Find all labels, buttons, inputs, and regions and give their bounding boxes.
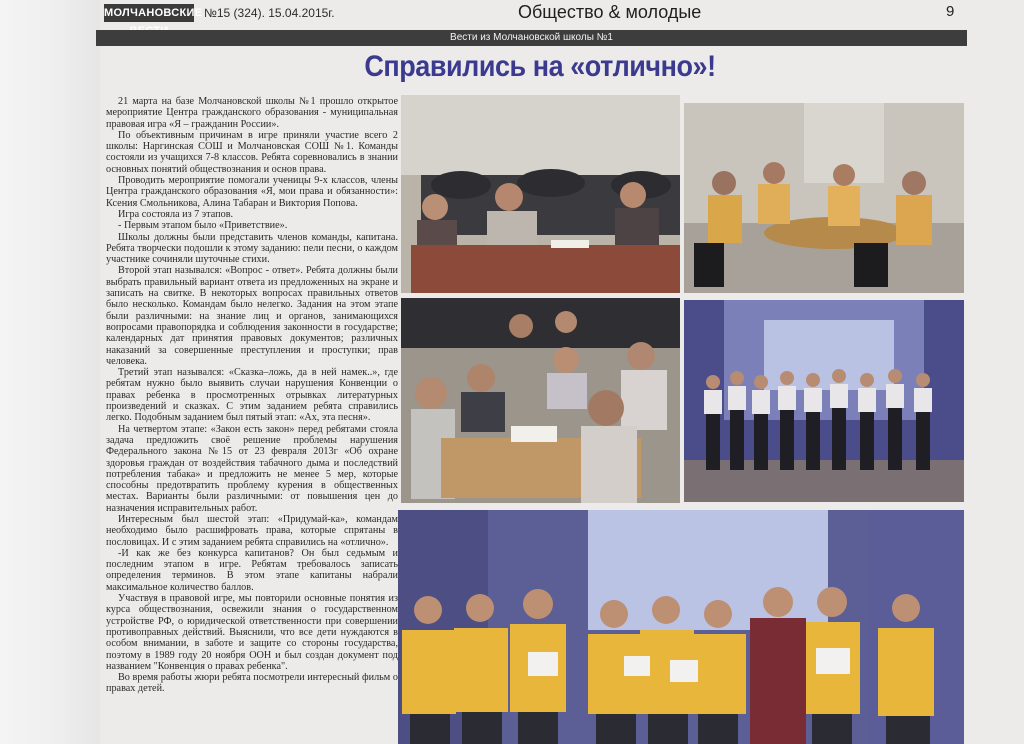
article-paragraph: -И как же без конкурса капитанов? Он был седьмым и последним этапом в игре. Ребятам требовалось записать определения терминов. В этом этапе капитаны набрали максимальное количество баллов. [106, 547, 398, 593]
newspaper-masthead: МОЛЧАНОВСКИЕ [104, 4, 194, 22]
photo-stage-group [684, 300, 964, 502]
article-paragraph: - Первым этапом было «Приветствие». [118, 220, 288, 232]
article-headline: Справились на «отлично»! [364, 50, 716, 83]
paper-edge [0, 0, 100, 744]
page-header [100, 4, 960, 26]
article-paragraph: Во время работы жюри ребята посмотрели интересный фильм о правах детей. [106, 672, 398, 695]
page-number: 9 [946, 3, 955, 20]
photo-students-closeup [401, 298, 680, 503]
article-body [106, 96, 398, 744]
photo-teams-tables [684, 103, 964, 293]
article-paragraph: 21 марта на базе Молчановской школы №1 прошло открытое мероприятие Центра гражданского образования - муниципальная правовая игра «Я – гражданин России». [106, 96, 398, 130]
issue-info: №15 (324). 15.04.2015г. [204, 6, 335, 20]
rubric-bar: Вести из Молчановской школы №1 [96, 30, 967, 46]
article-paragraph: Третий этап назывался: «Сказка–ложь, да в ней намек..», где ребятам нужно было выявить случаи нарушения Конвенции о правах ребенка в просмотренных отрывках литературных произведений и сказках. С этим заданием ребята справились легко. Подобным заданием был пятый этап: «Ах, эта песня». [106, 367, 398, 424]
article-paragraph: Участвуя в правовой игре, мы повторили основные понятия из курса обществознания, освежили знания о государственном устройстве РФ, о юридической ответственности при совершении противоправных действий. Выяснили, что все дети нуждаются в особом внимании, в заботе и защите со стороны государства, поэтому в 1989 году 20 ноября ООН и был создан документ под названием "Конвенция о правах ребенка". [106, 593, 398, 672]
article-paragraph: Второй этап назывался: «Вопрос - ответ». Ребята должны были выбрать правильный вариант ответа из предложенных на экране и записать на свитке. В некоторых вопросах правильных ответов было несколько. Командам было нелегко. Задания на этом этапе были различными: на знание лиц и органов, занимающихся вопросами правопорядка и соблюдения законности в государстве; календарных дат принятия правовых документов; различных наказаний за совершенные преступления и проступки; прав человека. [106, 265, 398, 367]
section-title: Общество & молодые [518, 2, 702, 22]
photo-winners [398, 510, 964, 744]
article-paragraph: Игра состояла из 7 этапов. [118, 208, 234, 220]
article-paragraph: Проводить мероприятие помогали ученицы 9-х классов, члены Центра гражданского образования «Я, мои права и обязанности»: Ксения Смольникова, Алина Табаран и Виктория Попова. [106, 175, 398, 209]
article-paragraph: На четвертом этапе: «Закон есть закон» перед ребятами стояла задача предложить своё решение проблемы нарушения Федерального закона №15 от 23 февраля 2013г «Об охране здоровья граждан от воздействия табачного дыма и последствий потребления табака» и предложить не менее 5 мер, которые способны предотвратить проблему курения в общественных местах. Варианты были различными: от повышения цен до назначения исправительных работ. [106, 423, 398, 514]
photo-jury [401, 95, 680, 293]
article-paragraph: Школы должны были представить членов команды, капитана. Ребята творчески подошли к этому заданию: пели песни, о каждом участнике сочиняли шуточные стихи. [106, 231, 398, 266]
article-paragraph: По объективным причинам в игре приняли участие всего 2 школы: Наргинская СОШ и Молчановская СОШ №1. Команды состояли из учащихся 7-8 классов. Ребята соревновались в знании основных понятий обществознания и основ права. [106, 129, 398, 175]
article-paragraph: Интересным был шестой этап: «Придумай-ка», командам необходимо было расшифровать права, которые спрятаны в пословицах. И с этим заданием ребята справились на «отлично». [106, 513, 398, 548]
